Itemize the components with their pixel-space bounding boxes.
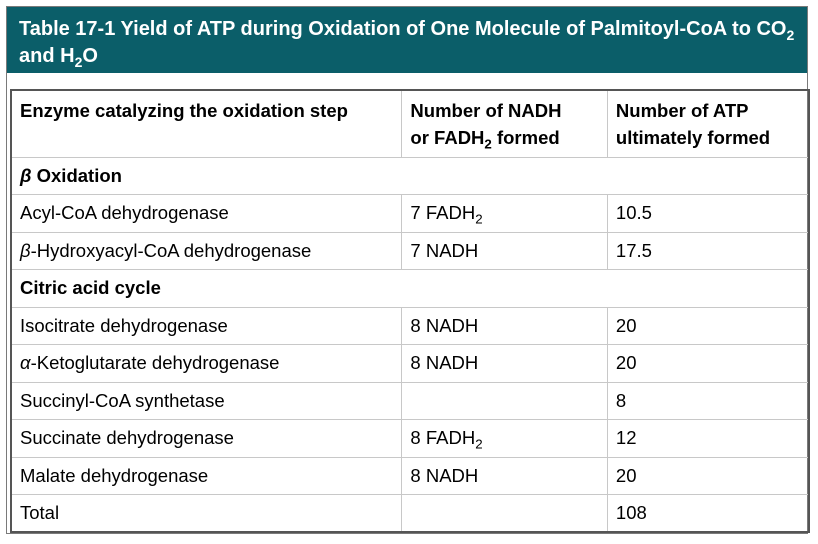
carrier-value: 7 NADH: [410, 239, 479, 261]
header-row: [11, 90, 809, 157]
title-sub-2: 2: [74, 54, 83, 70]
section-citric-label: Citric acid cycle: [20, 277, 161, 299]
total-label-cell: [11, 495, 402, 533]
atp-value: 20: [615, 352, 637, 374]
section-beta-label: Oxidation: [31, 164, 122, 186]
total-atp-value: 108: [615, 502, 647, 523]
header-enzyme: [11, 90, 402, 157]
carrier-cell: [402, 195, 607, 233]
carrier-value: 8 NADH: [410, 352, 479, 374]
carrier-sub: 2: [475, 211, 483, 227]
atp-value: 20: [615, 314, 637, 336]
carrier-sub: 2: [475, 436, 483, 452]
table-row: [11, 457, 809, 495]
enzyme-cell: [11, 420, 402, 458]
table-row: [11, 232, 809, 270]
total-label: Total: [20, 502, 60, 523]
carrier-value: 8 NADH: [410, 314, 479, 336]
enzyme-name: Malate dehydrogenase: [20, 464, 209, 486]
enzyme-name: -Hydroxyacyl-CoA dehydrogenase: [30, 239, 312, 261]
table-row: [11, 307, 809, 345]
title-text-1: Table 17-1 Yield of ATP during Oxidation of One Molecule of Palmitoyl-CoA to CO: [19, 18, 787, 40]
title-text-2: and H: [19, 45, 75, 67]
enzyme-name: -Ketoglutarate dehydrogenase: [30, 352, 280, 374]
carrier-cell: [402, 232, 607, 270]
enzyme-cell: [11, 307, 402, 345]
carrier-value: 8 NADH: [410, 464, 479, 486]
atp-cell: [607, 345, 809, 383]
section-citric-acid-cycle: [11, 270, 809, 308]
table-row: [11, 382, 809, 420]
total-carrier-cell: [402, 495, 607, 533]
enzyme-cell: [11, 232, 402, 270]
header-atp-line1: Number of ATP: [615, 99, 749, 121]
atp-cell: [607, 457, 809, 495]
table-row: [11, 195, 809, 233]
atp-value: 8: [615, 389, 627, 411]
atp-cell: [607, 307, 809, 345]
beta-symbol: β: [20, 239, 31, 261]
carrier-cell: [402, 307, 607, 345]
enzyme-cell: [11, 195, 402, 233]
carrier-value: 7 FADH: [410, 202, 476, 224]
section-row-beta-oxidation: [11, 157, 809, 195]
header-enzyme-label: Enzyme catalyzing the oxidation step: [20, 100, 348, 121]
header-carrier-line1: Number of NADH: [410, 99, 562, 121]
total-row: [11, 495, 809, 533]
title-sub-1: 2: [786, 27, 795, 43]
beta-symbol: β: [20, 164, 32, 186]
atp-value: 20: [615, 464, 637, 486]
table-title: [7, 7, 807, 73]
carrier-cell: [402, 457, 607, 495]
enzyme-cell: [11, 382, 402, 420]
header-atp: [607, 90, 809, 157]
header-carrier-sub: 2: [484, 136, 492, 152]
table-row: [11, 345, 809, 383]
header-carrier-line2: or FADH: [410, 126, 485, 148]
header-carrier: [402, 90, 607, 157]
atp-value: 12: [615, 427, 637, 449]
header-atp-line2: ultimately formed: [615, 126, 771, 148]
enzyme-name: Isocitrate dehydrogenase: [20, 314, 228, 336]
enzyme-name: Succinyl-CoA synthetase: [20, 389, 225, 411]
title-text-3: O: [82, 45, 98, 67]
carrier-value: 8 FADH: [410, 427, 476, 449]
table-row: [11, 420, 809, 458]
enzyme-cell: [11, 457, 402, 495]
section-beta-oxidation: [11, 157, 809, 195]
header-carrier-end: formed: [491, 126, 560, 148]
carrier-cell: [402, 420, 607, 458]
alpha-symbol: α: [20, 352, 31, 374]
atp-cell: [607, 195, 809, 233]
atp-cell: [607, 382, 809, 420]
atp-yield-table: [10, 89, 810, 533]
atp-value: 17.5: [615, 239, 652, 261]
section-row-citric-acid-cycle: [11, 270, 809, 308]
carrier-cell: [402, 345, 607, 383]
total-atp-cell: [607, 495, 809, 533]
atp-value: 10.5: [615, 202, 652, 224]
enzyme-name: Acyl-CoA dehydrogenase: [20, 202, 229, 224]
atp-cell: [607, 420, 809, 458]
carrier-cell: [402, 382, 607, 420]
enzyme-cell: [11, 345, 402, 383]
enzyme-name: Succinate dehydrogenase: [20, 427, 234, 449]
atp-cell: [607, 232, 809, 270]
